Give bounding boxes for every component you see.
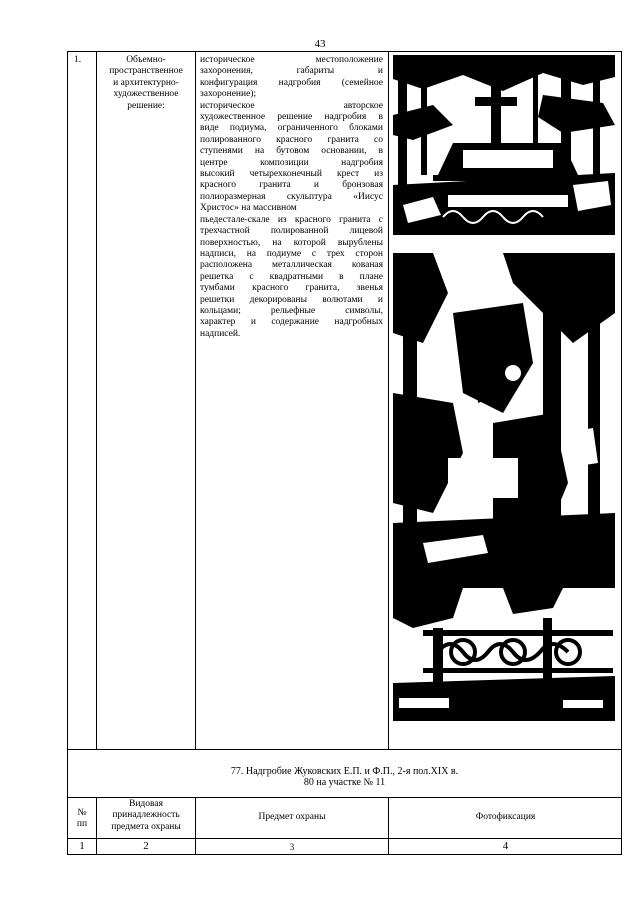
header-line: предмета охраны: [111, 821, 181, 832]
description-line: высокий четырехконечный крест из: [200, 169, 383, 180]
number-cell: 1: [79, 840, 85, 852]
description-line: художественное решение надгробия в: [200, 112, 383, 123]
description-line: красного гранита и бронзовая: [200, 180, 383, 191]
description-line: историческое авторское: [200, 100, 383, 111]
header-line: принадлежность: [112, 810, 180, 821]
description-line: решетки декорированы волютами и: [200, 294, 383, 305]
photo-sculpture: [393, 253, 615, 588]
number-cell: 2: [143, 840, 149, 852]
column-divider: [96, 51, 97, 749]
description-line: тумбами красного гранита, звенья: [200, 283, 383, 294]
header-line: №: [77, 808, 87, 818]
header-line: Видовая: [129, 799, 163, 809]
header-line: пп: [76, 819, 88, 830]
description-line: трехчастной полированной лицевой: [200, 226, 383, 237]
description-line: характер и содержание надгробных: [200, 317, 383, 328]
description-line: надписи, на подиуме с трех сторон: [200, 248, 383, 259]
row-number: 1.: [74, 55, 82, 65]
description-line: виде подиума, ограниченного блоками: [200, 123, 383, 134]
page-number: 43: [314, 38, 326, 50]
description-line: конфигурация надгробия (семейное: [200, 77, 383, 88]
row-divider: [67, 749, 622, 750]
description-line: поверхностью, на которой вырублены: [200, 237, 383, 248]
section-title-line: 80 на участке № 11: [303, 777, 386, 789]
description-line: кольцами; рельефные символы,: [200, 305, 383, 316]
column-divider: [195, 51, 196, 749]
category-line: и архитектурно-: [113, 77, 179, 88]
description-line: полиоразмерная скульптура «Иисус: [200, 191, 383, 202]
description-line: историческое местоположение: [200, 55, 383, 65]
number-cell: 4: [502, 840, 509, 852]
photo-grave-cross: [393, 55, 615, 235]
number-cell: 3: [289, 842, 295, 852]
description-line: решетка с квадратными в плане: [200, 271, 383, 282]
section-title-line: 77. Надгробие Жуковских Е.П. и Ф.П., 2-я пол.XIX в.: [230, 766, 459, 777]
section-title: [68, 766, 621, 789]
description-line: пьедестале-скале из красного гранита с: [200, 214, 383, 225]
category-line: пространственное: [109, 66, 183, 77]
category-line: художественное: [113, 89, 179, 100]
header-number: [68, 808, 96, 831]
description-line: Христос» на массивном: [200, 203, 297, 214]
header-photo: Фотофиксация: [475, 812, 536, 822]
description-line: центре композиции надгробия: [200, 157, 383, 168]
description-line: захоронения, габариты и: [200, 66, 383, 77]
category-line: решение:: [127, 100, 165, 111]
description-line: захоронение);: [200, 89, 257, 100]
row-divider: [67, 797, 622, 798]
category-line: Объемно-: [126, 55, 166, 65]
description-cell: [200, 55, 383, 340]
header-category: [97, 799, 195, 833]
description-line: полированного красного гранита со: [200, 134, 383, 145]
photo-fence: [393, 588, 615, 721]
description-line: ступенями на бутовом основании, в: [200, 146, 383, 157]
description-line: расположена металлическая кованая: [200, 260, 383, 271]
category-cell: [98, 55, 194, 112]
column-divider: [388, 51, 389, 749]
header-subject: Предмет охраны: [258, 812, 326, 822]
description-line: надписей.: [200, 328, 241, 339]
row-divider: [67, 838, 622, 839]
